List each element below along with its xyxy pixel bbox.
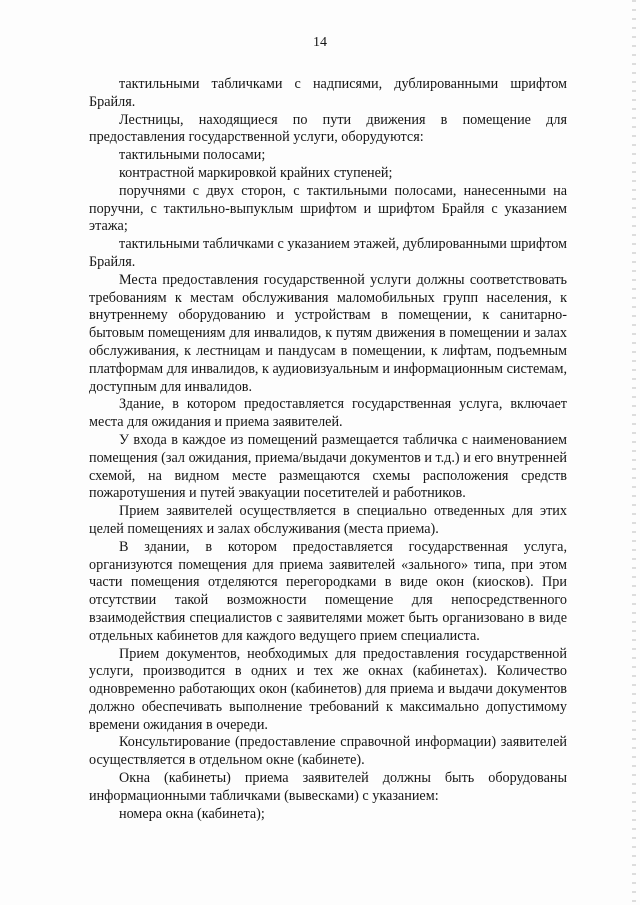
list-item: тактильными полосами; bbox=[119, 147, 266, 164]
paragraph: Прием заявителей осуществляется в специально отведенных для этих целей помещениях и залах обслуживания (места приема). bbox=[89, 503, 567, 537]
document-body bbox=[89, 76, 567, 823]
paragraph: поручнями с двух сторон, с тактильными полосами, нанесенными на поручни, с тактильно-выпуклым шрифтом и шрифтом Брайля с указанием этажа; bbox=[89, 182, 567, 235]
paragraph: Консультирование (предоставление справочной информации) заявителей осуществляется в отдельном окне (кабинете). bbox=[89, 734, 567, 769]
paragraph: тактильными табличками с указанием этажей, дублированными шрифтом Брайля. bbox=[89, 236, 567, 270]
paragraph: Места предоставления государственной услуги должны соответствовать требованиям к местам обслуживания маломобильных групп населения, к внутреннему оборудованию и устройствам в помещении, к санитарно-бытовым помещениям для инвалидов, к путям движения в помещении и залах обслуживания, к лестницам и пандусам в помещении, к лифтам, подъемным платформам для инвалидов, к аудиовизуальным и информационным системам, доступным для инвалидов. bbox=[89, 271, 567, 395]
paragraph: В здании, в котором предоставляется государственная услуга, организуются помещения для приема заявителей «зального» типа, при этом части помещения отделяются перегородками в виде окон (киосков). При отсутствии такой возможности помещение для непосредственного взаимодействия специалистов с заявителями может быть организовано в виде отдельных кабинетов для каждого ведущего прием специалиста. bbox=[89, 538, 567, 644]
list-item: контрастной маркировкой крайних ступеней; bbox=[119, 164, 393, 181]
scan-edge-marks bbox=[632, 0, 636, 905]
paragraph: Лестницы, находящиеся по пути движения в помещение для предоставления государственной услуги, оборудуются: bbox=[89, 111, 567, 146]
paragraph: Окна (кабинеты) приема заявителей должны быть оборудованы информационными табличками (вывесками) с указанием: bbox=[89, 770, 567, 804]
paragraph: Прием документов, необходимых для предоставления государственной услуги, производится в одних и тех же окнах (кабинетах). Количество одновременно работающих окон (кабинетов) для приема и выдачи документов должно обеспечивать выполнение требований к максимально допустимому времени ожидания в очереди. bbox=[89, 645, 567, 733]
list-item: номера окна (кабинета); bbox=[119, 805, 265, 822]
paragraph: У входа в каждое из помещений размещается табличка с наименованием помещения (зал ожидания, приема/выдачи документов и т.д.) и его внутренней схемой, на видном месте размещаются схемы расположения средств пожаротушения и путей эвакуации посетителей и работников. bbox=[89, 431, 567, 502]
page-number: 14 bbox=[313, 35, 327, 50]
paragraph: Здание, в котором предоставляется государственная услуга, включает места для ожидания и приема заявителей. bbox=[89, 396, 567, 431]
paragraph: тактильными табличками с надписями, дублированными шрифтом Брайля. bbox=[89, 76, 567, 110]
